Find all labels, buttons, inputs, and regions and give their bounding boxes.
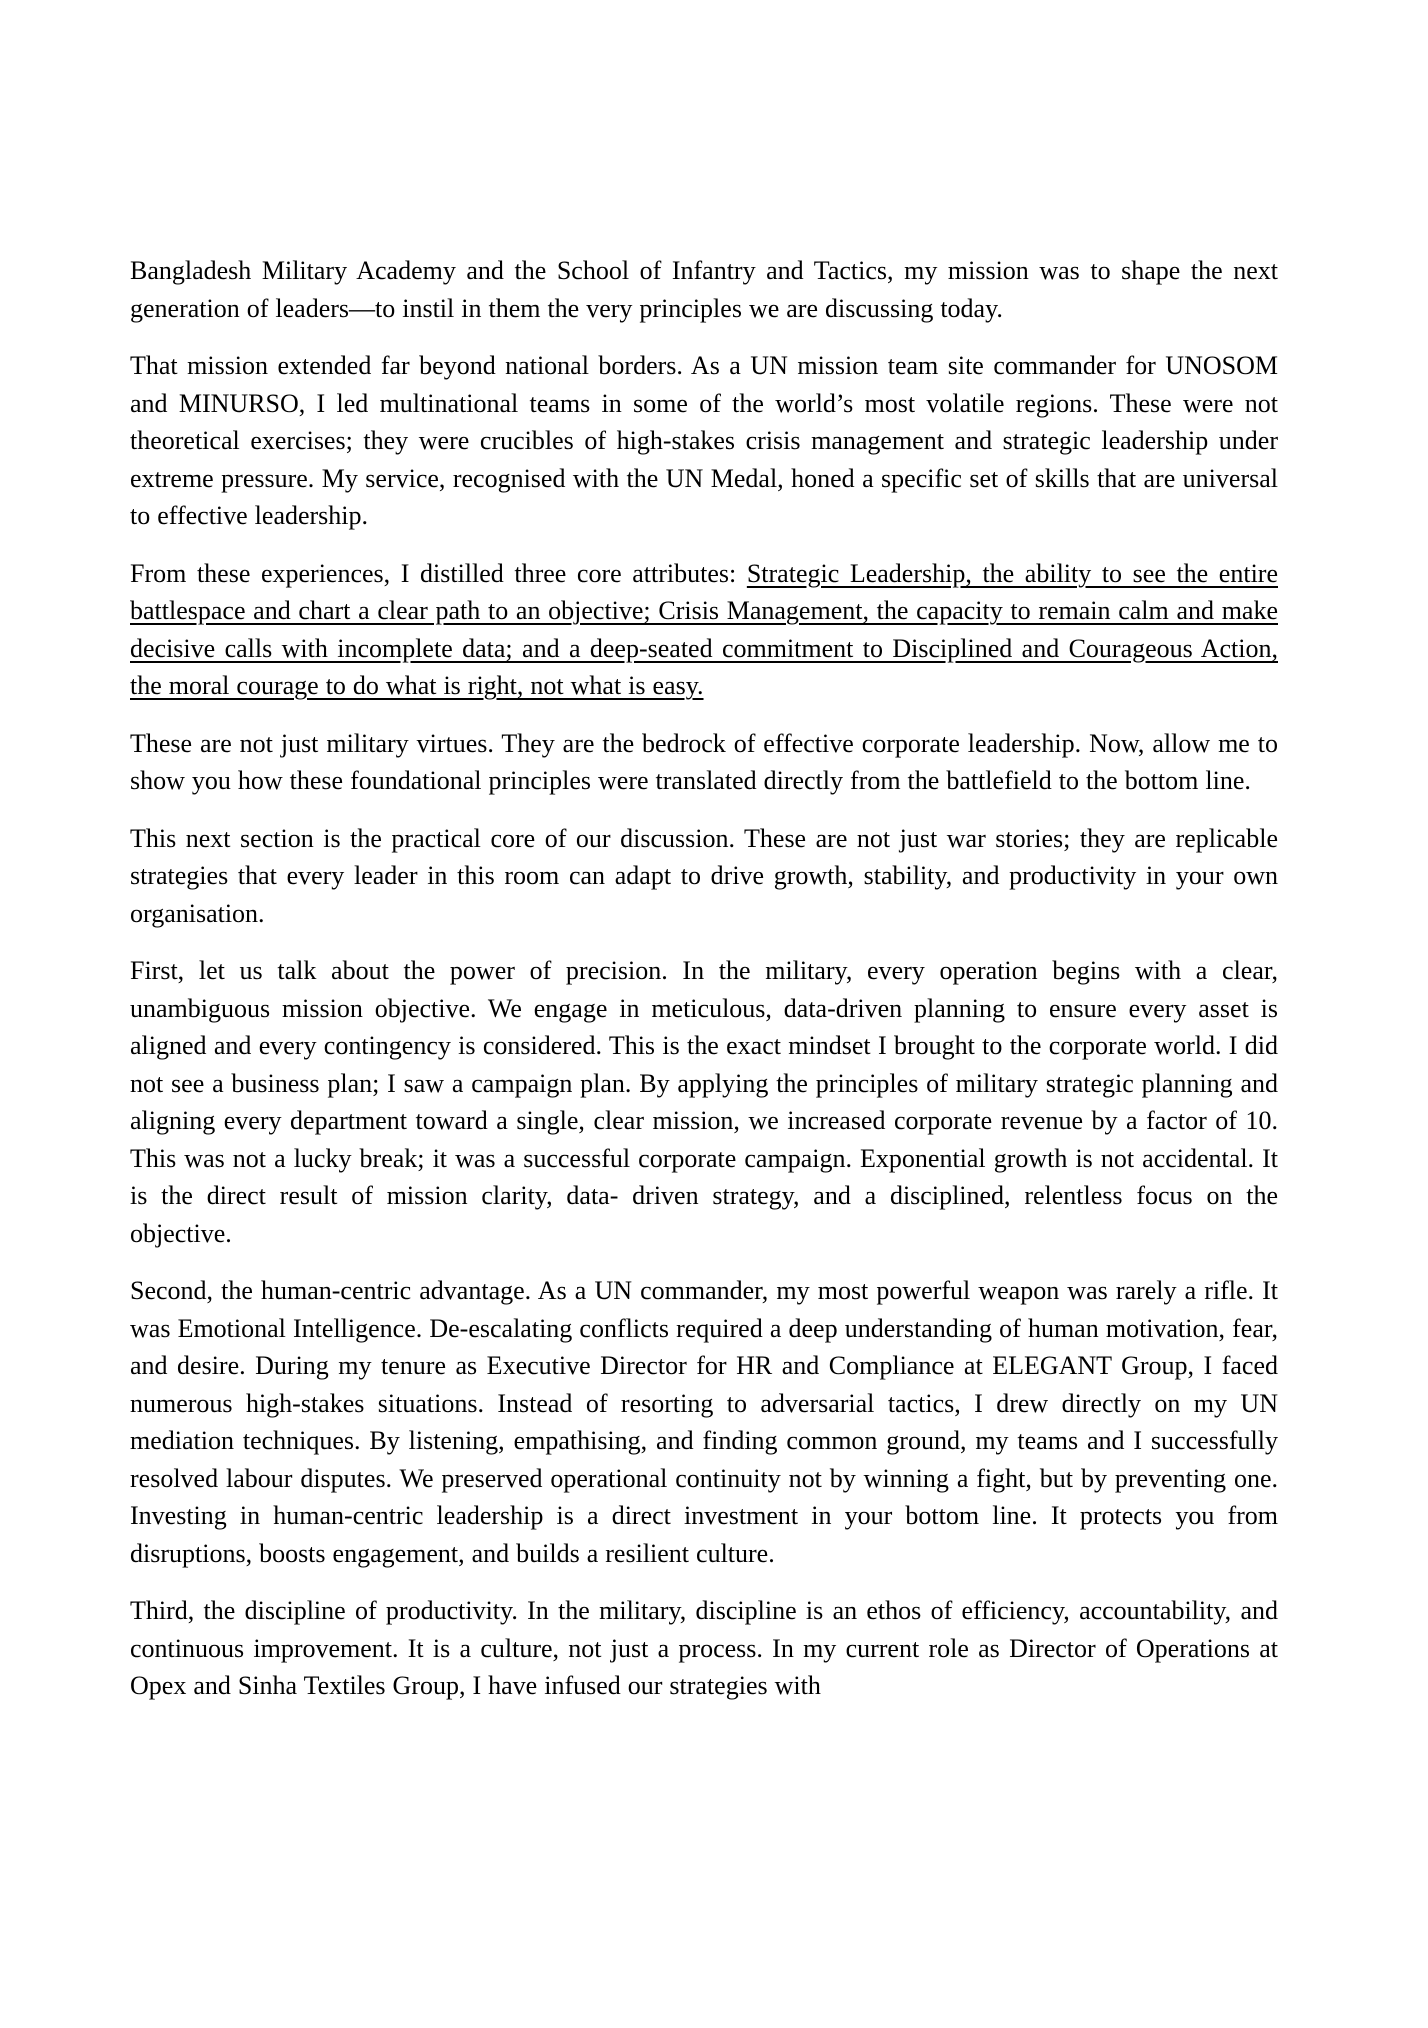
paragraph-text: Bangladesh Military Academy and the School of Infantry and Tactics, my mission was to shape the next generation of leaders—to instil in them the very principles we are discussing today. xyxy=(130,256,1278,323)
paragraph-second-human-centric xyxy=(130,1272,1278,1572)
underlined-attributes-text: Strategic Leadership, the ability to see the entire battlespace and chart a clear path to an objective; Crisis Management, the capacity to remain calm and make decisive calls with incomplete data; and a deep-seated commitment to Disciplined and Courageous Action, the moral courage to do what is right, not what is easy. xyxy=(130,558,1278,700)
paragraph-academy-mission xyxy=(130,252,1278,327)
paragraph-practical-core xyxy=(130,820,1278,933)
paragraph-military-virtues xyxy=(130,725,1278,800)
paragraph-three-core-attributes xyxy=(130,555,1278,705)
paragraph-lead-text: From these experiences, I distilled three core attributes: xyxy=(130,558,747,588)
paragraph-text: Third, the discipline of productivity. In the military, discipline is an ethos of efficiency, accountability, and continuous improvement. It is a culture, not just a process. In my current role as Director of Operations at Opex and Sinha Textiles Group, I have infused our strategies with xyxy=(130,1596,1278,1700)
paragraph-text: This next section is the practical core of our discussion. These are not just war stories; they are replicable strategies that every leader in this room can adapt to drive growth, stability, and productivity in your own organisation. xyxy=(130,823,1278,928)
paragraph-text: That mission extended far beyond national borders. As a UN mission team site commander for UNOSOM and MINURSO, I led multinational teams in some of the world’s most volatile regions. These were not theoretical exercises; they were crucibles of high-stakes crisis management and strategic leadership under extreme pressure. My service, recognised with the UN Medal, honed a specific set of skills that are universal to effective leadership. xyxy=(130,351,1278,530)
paragraph-text: These are not just military virtues. They are the bedrock of effective corporate leadership. Now, allow me to show you how these foundational principles were translated directly from the battlefield to the bottom line. xyxy=(130,728,1278,795)
paragraph-first-precision xyxy=(130,952,1278,1252)
paragraph-third-productivity xyxy=(130,1592,1278,1705)
paragraph-text: Second, the human-centric advantage. As a UN commander, my most powerful weapon was rarely a rifle. It was Emotional Intelligence. De-escalating conflicts required a deep understanding of human motivation, fear, and desire. During my tenure as Executive Director for HR and Compliance at ELEGANT Group, I faced numerous high-stakes situations. Instead of resorting to adversarial tactics, I drew directly on my UN mediation techniques. By listening, empathising, and finding common ground, my teams and I successfully resolved labour disputes. We preserved operational continuity not by winning a fight, but by preventing one. Investing in human-centric leadership is a direct investment in your bottom line. It protects you from disruptions, boosts engagement, and builds a resilient culture. xyxy=(130,1276,1278,1568)
paragraph-un-service xyxy=(130,347,1278,535)
paragraph-text: First, let us talk about the power of precision. In the military, every operation begins with a clear, unambiguous mission objective. We engage in meticulous, data-driven planning to ensure every asset is aligned and every contingency is considered. This is the exact mindset I brought to the corporate world. I did not see a business plan; I saw a campaign plan. By applying the principles of military strategic planning and aligning every department toward a single, clear mission, we increased corporate revenue by a factor of 10. This was not a lucky break; it was a successful corporate campaign. Exponential growth is not accidental. It is the direct result of mission clarity, data- driven strategy, and a disciplined, relentless focus on the objective. xyxy=(130,956,1278,1248)
